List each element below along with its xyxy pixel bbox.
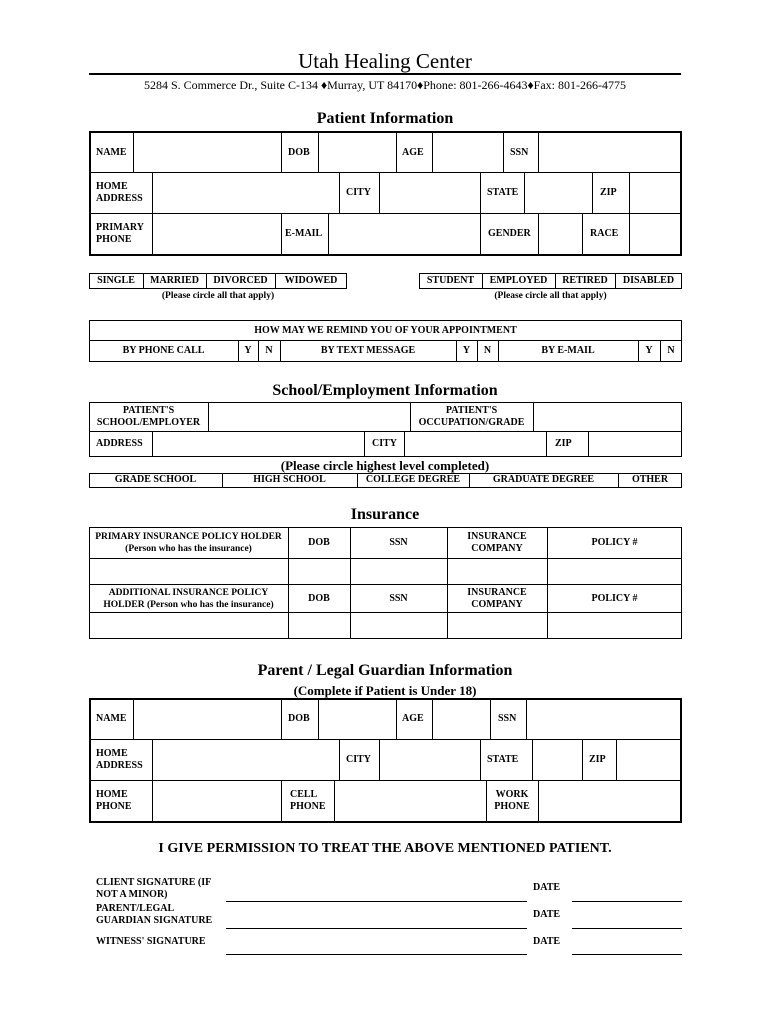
cell-divider: [281, 131, 282, 172]
guardian-age-field[interactable]: [433, 699, 489, 738]
status-note: (Please circle all that apply): [494, 291, 607, 301]
guardian-cell-phone-field[interactable]: [335, 781, 485, 821]
guardian-city-label: CITY: [346, 754, 372, 765]
status-option-student[interactable]: STUDENT: [426, 275, 475, 286]
reminder-email-no[interactable]: N: [667, 345, 675, 356]
education-college-degree[interactable]: COLLEGE DEGREE: [365, 474, 461, 485]
guardian-zip-label: ZIP: [589, 754, 606, 765]
school-city-label: CITY: [372, 438, 398, 449]
client-signature-label: CLIENT SIGNATURE (IF NOT A MINOR): [96, 877, 211, 900]
primary-policy-label: POLICY #: [591, 537, 638, 548]
education-graduate-degree[interactable]: GRADUATE DEGREE: [492, 474, 595, 485]
additional-ssn-label: SSN: [389, 593, 408, 604]
school-address-label: ADDRESS: [96, 438, 143, 449]
patient-email-label: E-MAIL: [285, 228, 323, 239]
guardian-date-label: DATE: [533, 909, 561, 920]
guardian-signature-line[interactable]: [226, 928, 527, 929]
cell-divider: [281, 213, 282, 256]
guardian-name-label: NAME: [96, 713, 127, 724]
insurance-heading: Insurance: [350, 506, 420, 523]
client-date-line[interactable]: [572, 901, 682, 902]
guardian-signature-label: PARENT/LEGAL GUARDIAN SIGNATURE: [96, 903, 213, 926]
patient-city-field[interactable]: [380, 173, 479, 212]
patient-home-address-label: HOME ADDRESS: [96, 181, 143, 204]
clinic-address: 5284 S. Commerce Dr., Suite C-134 ♦Murray, UT 84170♦Phone: 801-266-4643♦Fax: 801-266-4775: [144, 78, 626, 92]
additional-dob-field[interactable]: [289, 613, 349, 637]
witness-signature-line[interactable]: [226, 954, 527, 955]
patient-state-field[interactable]: [525, 173, 591, 212]
status-option-employed[interactable]: EMPLOYED: [489, 275, 548, 286]
primary-dob-field[interactable]: [289, 559, 349, 583]
guardian-city-field[interactable]: [380, 740, 479, 779]
clinic-title: Utah Healing Center: [298, 49, 472, 73]
cell-divider: [503, 131, 504, 172]
cell-divider: [480, 213, 481, 256]
reminder-email-yes[interactable]: Y: [645, 345, 653, 356]
reminder-phone-label: BY PHONE CALL: [122, 345, 205, 356]
reminder-text-yes[interactable]: Y: [462, 345, 471, 356]
guardian-state-field[interactable]: [533, 740, 581, 779]
patient-city-label: CITY: [346, 187, 372, 198]
primary-company-label: INSURANCE COMPANY: [467, 531, 527, 554]
patient-ssn-field[interactable]: [539, 132, 680, 171]
primary-ssn-field[interactable]: [351, 559, 446, 583]
additional-holder-field[interactable]: [90, 613, 287, 637]
guardian-date-line[interactable]: [572, 928, 682, 929]
cell-divider: [396, 698, 397, 739]
guardian-home-address-label: HOME ADDRESS: [96, 748, 143, 771]
patient-primary-phone-label: PRIMARY PHONE: [96, 222, 144, 245]
marital-option-divorced[interactable]: DIVORCED: [213, 275, 268, 286]
cell-divider: [339, 739, 340, 780]
additional-ssn-field[interactable]: [351, 613, 446, 637]
witness-signature-label: WITNESS' SIGNATURE: [96, 936, 206, 947]
marital-option-widowed[interactable]: WIDOWED: [284, 275, 338, 286]
additional-policy-label: POLICY #: [591, 593, 638, 604]
reminder-text-label: BY TEXT MESSAGE: [320, 345, 416, 356]
patient-employer-label: PATIENT'S SCHOOL/EMPLOYER: [96, 405, 201, 428]
guardian-ssn-field[interactable]: [527, 699, 680, 738]
cell-divider: [339, 172, 340, 213]
cell-divider: [592, 172, 593, 213]
education-high-school[interactable]: HIGH SCHOOL: [253, 474, 326, 485]
patient-age-field[interactable]: [433, 132, 502, 171]
cell-divider: [546, 431, 547, 457]
school-zip-field[interactable]: [589, 432, 680, 456]
patient-dob-field[interactable]: [319, 132, 395, 171]
guardian-note: (Complete if Patient is Under 18): [293, 683, 477, 698]
row-divider: [89, 340, 682, 341]
guardian-zip-field[interactable]: [617, 740, 680, 779]
patient-dob-label: DOB: [288, 147, 310, 158]
title-rule: [89, 73, 681, 75]
school-employment-heading: School/Employment Information: [272, 382, 498, 399]
patient-name-field[interactable]: [134, 132, 280, 171]
guardian-state-label: STATE: [487, 754, 519, 765]
reminder-phone-yes[interactable]: Y: [244, 345, 252, 356]
cell-divider: [281, 780, 282, 823]
guardian-dob-field[interactable]: [319, 699, 395, 738]
school-zip-label: ZIP: [555, 438, 572, 449]
patient-age-label: AGE: [402, 147, 424, 158]
patient-info-heading: Patient Information: [316, 110, 454, 127]
reminder-phone-no[interactable]: N: [265, 345, 273, 356]
cell-divider: [582, 213, 583, 256]
primary-dob-label: DOB: [308, 537, 330, 548]
patient-zip-label: ZIP: [600, 187, 617, 198]
reminder-email-label: BY E-MAIL: [541, 345, 595, 356]
additional-dob-label: DOB: [308, 593, 330, 604]
permission-statement: I GIVE PERMISSION TO TREAT THE ABOVE MENTIONED PATIENT.: [158, 841, 612, 856]
cell-divider: [364, 431, 365, 457]
education-grade-school[interactable]: GRADE SCHOOL: [114, 474, 197, 485]
witness-date-label: DATE: [533, 936, 561, 947]
cell-divider: [490, 698, 491, 739]
witness-date-line[interactable]: [572, 954, 682, 955]
patient-race-label: RACE: [590, 228, 619, 239]
additional-policy-field[interactable]: [548, 613, 680, 637]
guardian-age-label: AGE: [402, 713, 424, 724]
education-note: (Please circle highest level completed): [280, 458, 490, 473]
marital-option-married[interactable]: MARRIED: [150, 275, 199, 286]
guardian-home-address-field[interactable]: [153, 740, 338, 779]
cell-divider: [281, 698, 282, 739]
cell-divider: [480, 739, 481, 780]
guardian-work-phone-field[interactable]: [539, 781, 680, 821]
cell-divider: [486, 780, 487, 823]
guardian-home-phone-label: HOME PHONE: [96, 789, 132, 812]
school-address-field[interactable]: [153, 432, 363, 456]
client-signature-line[interactable]: [226, 901, 527, 902]
reminder-text-no[interactable]: N: [483, 345, 492, 356]
marital-note: (Please circle all that apply): [161, 291, 275, 301]
guardian-work-phone-label: WORK PHONE: [494, 789, 530, 812]
patient-zip-field[interactable]: [630, 173, 680, 212]
status-option-disabled[interactable]: DISABLED: [622, 275, 675, 286]
guardian-home-phone-field[interactable]: [153, 781, 280, 821]
primary-policy-holder-label: PRIMARY INSURANCE POLICY HOLDER (Person who has the insurance): [95, 532, 282, 554]
patient-occupation-field[interactable]: [534, 403, 680, 430]
patient-occupation-label: PATIENT'S OCCUPATION/GRADE: [418, 405, 525, 428]
patient-race-field[interactable]: [630, 214, 680, 254]
patient-gender-label: GENDER: [488, 228, 531, 239]
guardian-heading: Parent / Legal Guardian Information: [257, 662, 513, 679]
cell-divider: [396, 131, 397, 172]
patient-email-field[interactable]: [329, 214, 479, 254]
row-divider: [89, 584, 682, 585]
guardian-name-field[interactable]: [134, 699, 280, 738]
primary-company-field[interactable]: [448, 559, 546, 583]
additional-policy-holder-label: ADDITIONAL INSURANCE POLICY HOLDER (Person who has the insurance): [103, 588, 274, 610]
cell-divider: [582, 739, 583, 780]
additional-company-field[interactable]: [448, 613, 546, 637]
guardian-dob-label: DOB: [288, 713, 310, 724]
marital-option-single[interactable]: SINGLE: [97, 275, 135, 286]
guardian-cell-phone-label: CELL PHONE: [290, 789, 326, 812]
primary-ssn-label: SSN: [389, 537, 408, 548]
patient-employer-field[interactable]: [209, 403, 409, 430]
guardian-ssn-label: SSN: [498, 713, 517, 724]
reminder-heading: HOW MAY WE REMIND YOU OF YOUR APPOINTMENT: [254, 325, 517, 336]
primary-policy-field[interactable]: [548, 559, 680, 583]
patient-gender-field[interactable]: [539, 214, 581, 254]
status-option-retired[interactable]: RETIRED: [562, 275, 608, 286]
education-other[interactable]: OTHER: [631, 474, 669, 485]
primary-holder-field[interactable]: [90, 559, 287, 583]
school-city-field[interactable]: [405, 432, 545, 456]
patient-primary-phone-field[interactable]: [153, 214, 280, 254]
patient-home-address-field[interactable]: [153, 173, 338, 212]
patient-ssn-label: SSN: [510, 147, 529, 158]
client-date-label: DATE: [533, 882, 561, 893]
cell-divider: [480, 172, 481, 213]
patient-name-label: NAME: [96, 147, 127, 158]
patient-state-label: STATE: [487, 187, 519, 198]
additional-company-label: INSURANCE COMPANY: [467, 587, 527, 610]
